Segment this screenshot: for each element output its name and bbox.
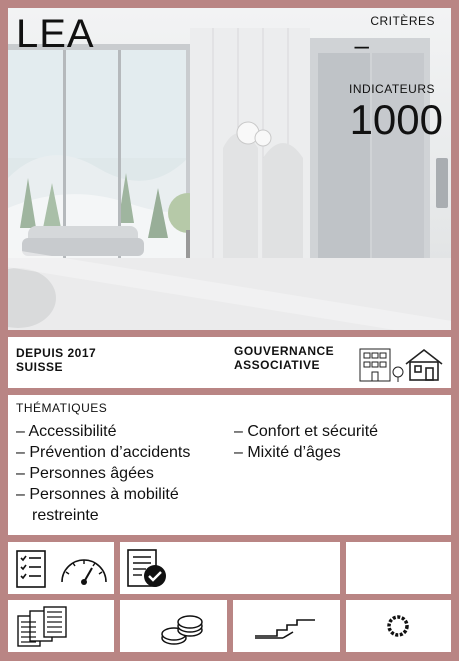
documents-icon — [16, 606, 72, 648]
tile-empty — [346, 542, 451, 594]
list-item: – Confort et sécurité — [234, 421, 444, 442]
since-text: DEPUIS 2017 — [16, 346, 97, 360]
governance-line1: GOUVERNANCE — [234, 344, 335, 358]
tile-coins — [120, 600, 227, 652]
indicators-value: 1000 — [349, 96, 443, 143]
tile-checklist-gauge — [8, 542, 114, 594]
info-card — [8, 337, 451, 388]
governance-line2: ASSOCIATIVE — [234, 358, 320, 372]
themes-left-list — [16, 421, 232, 526]
circle-icon — [386, 614, 410, 638]
stairs-icon — [253, 616, 319, 640]
list-item: – Personnes âgées — [16, 463, 232, 484]
criteria-value: – — [354, 30, 369, 60]
checklist-icon — [16, 550, 46, 588]
themes-heading: THÉMATIQUES — [16, 401, 108, 415]
list-item: – Personnes à mobilité restreinte — [16, 484, 232, 526]
tile-stairs — [233, 600, 340, 652]
certified-document-icon — [126, 548, 168, 590]
indicators-label: INDICATEURS — [349, 82, 435, 96]
coins-icon — [160, 612, 204, 648]
tile-circle — [346, 600, 451, 652]
tile-documents — [8, 600, 114, 652]
list-item: – Prévention d’accidents — [16, 442, 232, 463]
house-icon — [404, 346, 444, 382]
themes-card — [8, 395, 451, 535]
criteria-label: CRITÈRES — [370, 14, 435, 28]
list-item: – Accessibilité — [16, 421, 232, 442]
list-item: – Mixité d’âges — [234, 442, 444, 463]
themes-right-list — [234, 421, 444, 463]
country-text: SUISSE — [16, 360, 64, 374]
tile-certified-document — [120, 542, 340, 594]
gauge-icon — [58, 552, 110, 586]
hero-card — [8, 8, 451, 330]
page-title: LEA — [16, 12, 95, 56]
